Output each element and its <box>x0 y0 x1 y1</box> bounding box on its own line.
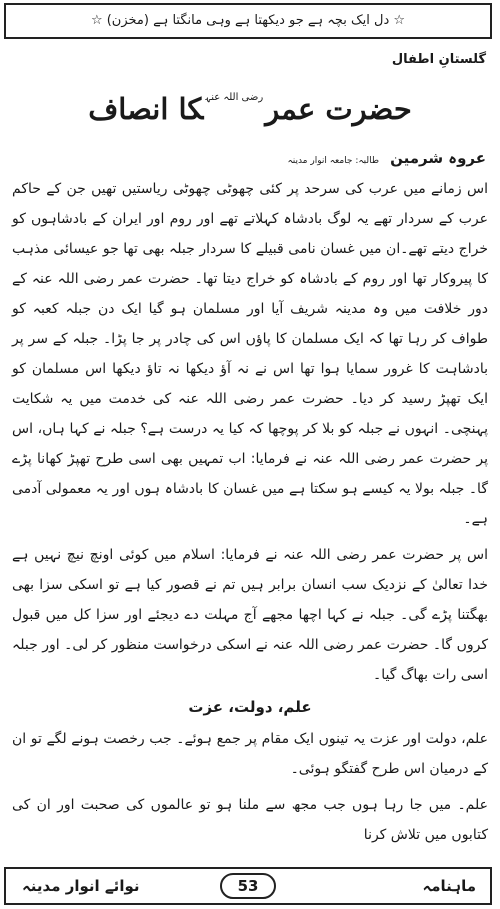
header-tagline-box <box>4 3 492 39</box>
title-end: کا انصاف <box>88 92 204 126</box>
title-honorific: رضی اللہ عنہ <box>205 92 264 103</box>
author-name: عروہ شرمین <box>390 149 486 167</box>
paragraph: علم، دولت اور عزت یہ تینوں ایک مقام پر جمع ہوئے۔ جب رخصت ہونے لگے تو ان کے درمیان اس طرح گفتگو ہوئی۔ <box>12 731 488 777</box>
title-main: حضرت عمر <box>265 92 412 126</box>
article-body <box>12 174 488 850</box>
footer-magazine-label: ماہنامہ <box>422 877 476 895</box>
author-role: طالبہ: جامعہ انوار مدینہ <box>287 156 379 166</box>
paragraph: اس پر حضرت عمر رضی اللہ عنہ نے فرمایا: اسلام میں کوئی اونچ نیچ نہیں ہے خدا تعالیٰ کے نزدیک سب انسان برابر ہیں تم نے قصور کیا ہے تو اسکی سزا بھی بھگتنا پڑے گی۔ جبلہ نے کہا اچھا مجھے آج مہلت دے دیجئے اور سزا کل میں قبول کروں گا۔ حضرت عمر رضی اللہ عنہ نے اسکی درخواست منظور کر لی۔ اور جبلہ اسی رات بھاگ گیا۔ <box>12 547 488 683</box>
footer-publication-name: نوائے انوار مدینہ <box>22 877 140 895</box>
paragraph: علم۔ میں جا رہا ہوں جب مجھ سے ملنا ہو تو عالموں کی صحبت اور ان کی کتابوں میں تلاش کرنا <box>12 797 488 843</box>
section-title: گلستانِ اطفال <box>391 52 486 67</box>
subheading: علم، دولت، عزت <box>188 698 312 716</box>
page-footer <box>4 867 492 905</box>
author-byline <box>287 148 486 167</box>
article-title <box>0 92 500 126</box>
header-tagline: ☆ دل ایک بچہ ہے جو دیکھتا ہے وہی مانگتا ہے (مخزن) ☆ <box>90 13 406 28</box>
paragraph: اس زمانے میں عرب کی سرحد پر کئی چھوٹی چھوٹی ریاستیں تھیں جن کے حاکم عرب کے سردار تھے یہ لوگ بادشاہ کہلاتے تھے اور روم اور ایران کے بادشاہوں کو خراج دیتے تھے۔ان میں غسان نامی قبیلے کا سردار جبلہ بھی تھا جو عیسائی مذہب کا پیروکار تھا اور روم کے بادشاہ کو خراج دیتا تھا۔ حضرت عمر رضی اللہ عنہ کے دور خلافت میں وہ مدینہ شریف آیا اور مسلمان ہو گیا ایک دن جبلہ کعبہ کو طواف کر رہا تھا کہ ایک مسلمان کا پاؤں اس کی چادر پر جا پڑا۔ جبلہ کے سر پر بادشاہت کا غرور سمایا ہوا تھا اس نے نہ آؤ دیکھا نہ تاؤ دیکھا اس مسلمان کو ایک تھپڑ رسید کر دیا۔ حضرت عمر رضی اللہ عنہ کی خدمت میں یہ شکایت پہنچی۔ انہوں نے جبلہ کو بلا کر پوچھا کہ کیا یہ درست ہے؟ جبلہ نے کہا ہاں، اس پر حضرت عمر رضی اللہ عنہ نے فرمایا: اب تمہیں بھی اسی طرح تھپڑ کھانا پڑے گا۔ جبلہ بولا یہ کیسے ہو سکتا ہے میں غسان کا بادشاہ ہوں اور یہ معمولی آدمی ہے۔ <box>12 181 488 527</box>
page-number: 53 <box>220 873 276 899</box>
